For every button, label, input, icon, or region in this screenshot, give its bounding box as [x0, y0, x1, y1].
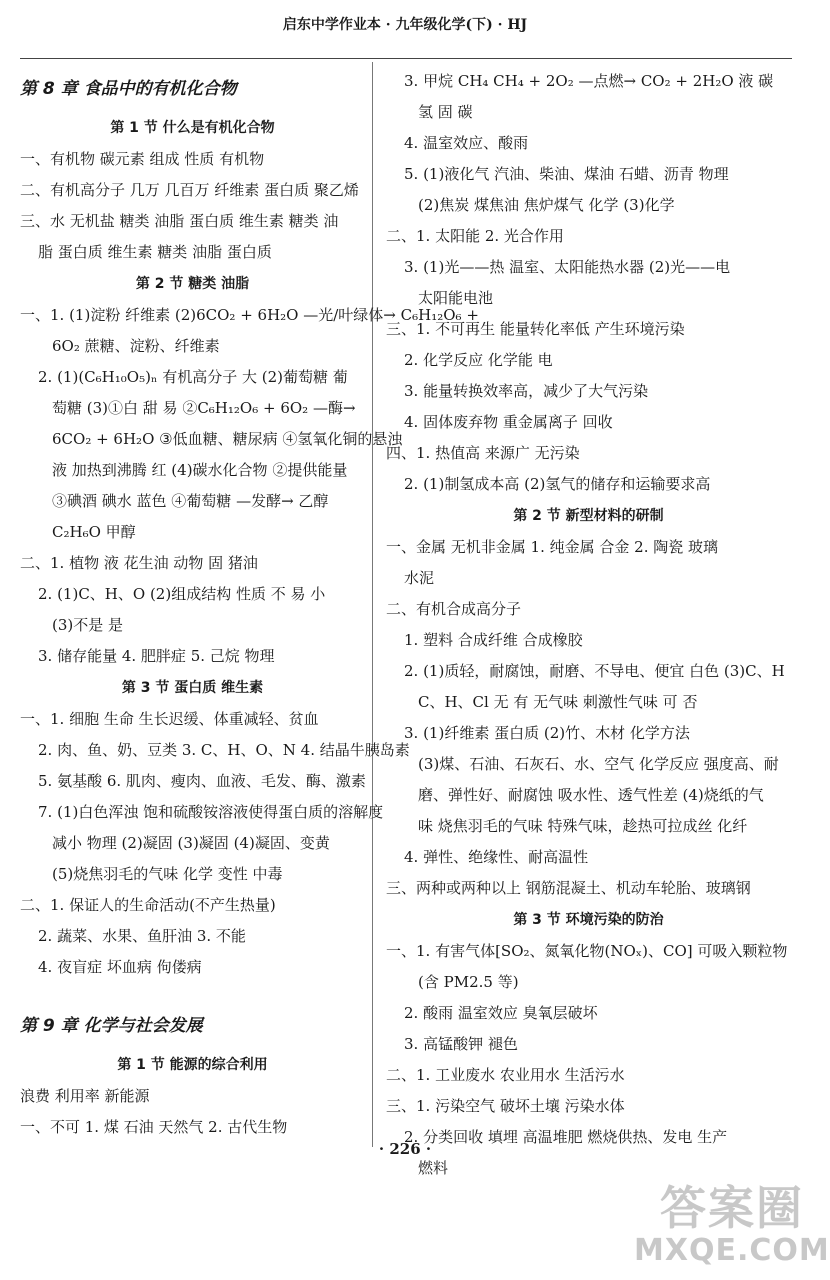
answer-line: C、H、Cl 无 有 无气味 刺激性气味 可 否	[418, 693, 698, 711]
answer-line: 三、1. 不可再生 能量转化率低 产生环境污染	[386, 320, 685, 338]
answer-line: 6CO₂ + 6H₂O ③低血糖、糖尿病 ④氢氧化铜的悬浊	[52, 430, 403, 448]
answer-line: (2)焦炭 煤焦油 焦炉煤气 化学 (3)化学	[418, 196, 675, 214]
answer-line: 6O₂ 蔗糖、淀粉、纤维素	[52, 337, 220, 355]
answer-line: 2. 分类回收 填埋 高温堆肥 燃烧供热、发电 生产	[404, 1128, 728, 1146]
answer-line: 四、1. 热值高 来源广 无污染	[386, 444, 580, 462]
answer-line: 2. (1)质轻，耐腐蚀，耐磨、不导电、便宜 白色 (3)C、H	[404, 662, 785, 680]
chapter-heading: 第 9 章 化学与社会发展	[20, 1016, 203, 1036]
section-heading: 第 3 节 环境污染的防治	[513, 912, 664, 928]
page-number: · 226 ·	[378, 1140, 432, 1158]
section-heading: 第 2 节 新型材料的研制	[513, 508, 664, 524]
answer-line: 液 加热到沸腾 红 (4)碳水化合物 ②提供能量	[52, 461, 348, 479]
answer-line: 3. (1)纤维素 蛋白质 (2)竹、木材 化学方法	[404, 724, 690, 742]
answer-line: 4. 夜盲症 坏血病 佝偻病	[38, 958, 202, 976]
answer-line: 2. 肉、鱼、奶、豆类 3. C、H、O、N 4. 结晶牛胰岛素	[38, 741, 410, 759]
answer-line: 7. (1)白色浑浊 饱和硫酸铵溶液使得蛋白质的溶解度	[38, 803, 384, 821]
answer-line: 一、1. 有害气体[SO₂、氮氧化物(NOₓ)、CO] 可吸入颗粒物	[386, 942, 788, 960]
column-divider	[372, 62, 373, 1147]
answer-line: 5. (1)液化气 汽油、柴油、煤油 石蜡、沥青 物理	[404, 165, 729, 183]
spacer	[20, 983, 365, 1003]
answer-line: 2. (1)(C₆H₁₀O₅)ₙ 有机高分子 大 (2)葡萄糖 葡	[38, 368, 348, 386]
answer-line: 三、1. 污染空气 破坏土壤 污染水体	[386, 1097, 625, 1115]
answer-line: 脂 蛋白质 维生素 糖类 油脂 蛋白质	[38, 243, 272, 261]
chapter-heading: 第 8 章 食品中的有机化合物	[20, 79, 237, 99]
answer-line: 2. 酸雨 温室效应 臭氧层破坏	[404, 1004, 598, 1022]
section-heading: 第 3 节 蛋白质 维生素	[121, 680, 264, 696]
answer-line: 2. 蔬菜、水果、鱼肝油 3. 不能	[38, 927, 246, 945]
answer-line: 浪费 利用率 新能源	[20, 1087, 150, 1105]
answer-line: 3. (1)光——热 温室、太阳能热水器 (2)光——电	[404, 258, 731, 276]
answer-line: 2. 化学反应 化学能 电	[404, 351, 553, 369]
answer-line: 一、1. (1)淀粉 纤维素 (2)6CO₂ + 6H₂O —光/叶绿体→ C₆H₁₂O₆ +	[20, 306, 479, 324]
answer-line: 二、有机高分子 几万 几百万 纤维素 蛋白质 聚乙烯	[20, 181, 359, 199]
answer-line: 三、两种或两种以上 钢筋混凝土、机动车轮胎、玻璃钢	[386, 879, 751, 897]
answer-line: 二、1. 植物 液 花生油 动物 固 猪油	[20, 554, 258, 572]
answer-line: 磨、弹性好、耐腐蚀 吸水性、透气性差 (4)烧纸的气	[418, 786, 764, 804]
answer-line: 3. 储存能量 4. 肥胖症 5. 己烷 物理	[38, 647, 275, 665]
running-header: 启东中学作业本 · 九年级化学(下) · HJ	[282, 17, 528, 33]
answer-line: 3. 高锰酸钾 褪色	[404, 1035, 518, 1053]
watermark-text-cn: 答案圈	[660, 1181, 804, 1235]
answer-line: 减小 物理 (2)凝固 (3)凝固 (4)凝固、变黄	[52, 834, 330, 852]
answer-line: 水泥	[404, 569, 435, 587]
answer-line: 三、水 无机盐 糖类 油脂 蛋白质 维生素 糖类 油	[20, 212, 339, 230]
answer-line: 3. 甲烷 CH₄ CH₄ + 2O₂ —点燃→ CO₂ + 2H₂O 液 碳	[404, 72, 774, 90]
answer-line: 4. 弹性、绝缘性、耐高温性	[404, 848, 589, 866]
answer-line: 太阳能电池	[418, 289, 494, 307]
answer-line: 5. 氨基酸 6. 肌肉、瘦肉、血液、毛发、酶、激素	[38, 772, 366, 790]
answer-line: 二、1. 保证人的生命活动(不产生热量)	[20, 896, 276, 914]
answer-line: 一、1. 细胞 生命 生长迟缓、体重减轻、贫血	[20, 710, 319, 728]
answer-line: 一、不可 1. 煤 石油 天然气 2. 古代生物	[20, 1118, 288, 1136]
section-heading: 第 1 节 什么是有机化合物	[110, 120, 275, 136]
right-column	[386, 66, 791, 1184]
header-rule	[20, 58, 792, 59]
answer-line: 1. 塑料 合成纤维 合成橡胶	[404, 631, 583, 649]
answer-line: 二、1. 太阳能 2. 光合作用	[386, 227, 564, 245]
section-heading: 第 2 节 糖类 油脂	[135, 276, 250, 292]
answer-line: 燃料	[418, 1159, 449, 1177]
answer-line: 萄糖 (3)①白 甜 易 ②C₆H₁₂O₆ + 6O₂ —酶→	[52, 399, 356, 417]
answer-line: ③碘酒 碘水 蓝色 ④葡萄糖 —发酵→ 乙醇	[52, 492, 329, 510]
answer-line: 一、金属 无机非金属 1. 纯金属 合金 2. 陶瓷 玻璃	[386, 538, 719, 556]
answer-line: 4. 固体废弃物 重金属离子 回收	[404, 413, 613, 431]
answer-line: 2. (1)C、H、O (2)组成结构 性质 不 易 小	[38, 585, 326, 603]
answer-line: 2. (1)制氢成本高 (2)氢气的储存和运输要求高	[404, 475, 711, 493]
answer-line: (5)烧焦羽毛的气味 化学 变性 中毒	[52, 865, 283, 883]
answer-line: 4. 温室效应、酸雨	[404, 134, 529, 152]
watermark-logo	[634, 1181, 830, 1274]
answer-line: 3. 能量转换效率高，减少了大气污染	[404, 382, 649, 400]
answer-line: 一、有机物 碳元素 组成 性质 有机物	[20, 150, 265, 168]
answer-line: (含 PM2.5 等)	[418, 973, 519, 991]
answer-line: 氢 固 碳	[418, 103, 473, 121]
answer-line: 二、有机合成高分子	[386, 600, 522, 618]
section-heading: 第 1 节 能源的综合利用	[117, 1057, 268, 1073]
watermark-text-en: MXQE.COM	[634, 1233, 830, 1268]
answer-line: 味 烧焦羽毛的气味 特殊气味，趁热可拉成丝 化纤	[418, 817, 748, 835]
answer-line: 二、1. 工业废水 农业用水 生活污水	[386, 1066, 625, 1084]
answer-line: (3)煤、石油、石灰石、水、空气 化学反应 强度高、耐	[418, 755, 779, 773]
answer-line: (3)不是 是	[52, 616, 124, 634]
answer-line: C₂H₆O 甲醇	[52, 523, 136, 541]
